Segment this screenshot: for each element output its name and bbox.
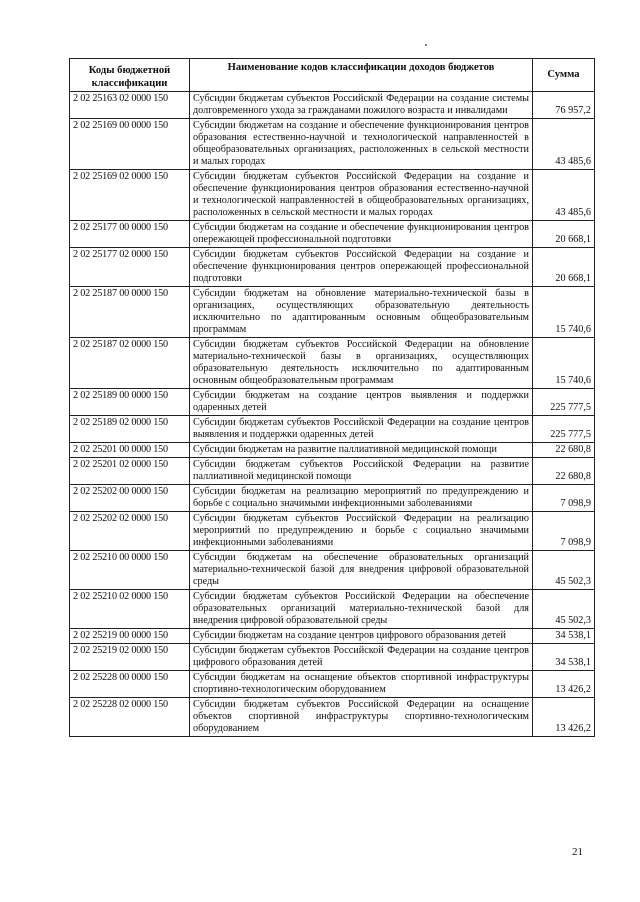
table-row xyxy=(70,590,595,629)
amount-cell: 7 098,9 xyxy=(533,512,595,551)
amount-cell: 20 668,1 xyxy=(533,248,595,287)
name-cell: Субсидии бюджетам на создание центров цифрового образования детей xyxy=(190,629,533,644)
name-cell: Субсидии бюджетам на создание центров выявления и поддержки одаренных детей xyxy=(190,389,533,416)
amount-cell: 43 485,6 xyxy=(533,170,595,221)
code-cell: 2 02 25210 02 0000 150 xyxy=(70,590,190,629)
code-cell: 2 02 25201 02 0000 150 xyxy=(70,458,190,485)
name-cell: Субсидии бюджетам на обеспечение образовательных организаций материально-технической базой для внедрения цифровой образовательной среды xyxy=(190,551,533,590)
amount-cell: 45 502,3 xyxy=(533,551,595,590)
amount-cell: 34 538,1 xyxy=(533,644,595,671)
amount-cell: 7 098,9 xyxy=(533,485,595,512)
table-row xyxy=(70,119,595,170)
table-row xyxy=(70,416,595,443)
amount-cell: 13 426,2 xyxy=(533,671,595,698)
name-cell: Субсидии бюджетам субъектов Российской Федерации на обеспечение образовательных организаций материально-технической базой для внедрения цифровой образовательной среды xyxy=(190,590,533,629)
amount-cell: 225 777,5 xyxy=(533,389,595,416)
table-row xyxy=(70,443,595,458)
name-cell: Субсидии бюджетам на оснащение объектов спортивной инфраструктуры спортивно-технологическим оборудованием xyxy=(190,671,533,698)
code-cell: 2 02 25169 02 0000 150 xyxy=(70,170,190,221)
budget-classification-table xyxy=(69,58,595,737)
scan-speck xyxy=(425,44,427,46)
amount-cell: 76 957,2 xyxy=(533,92,595,119)
table-row xyxy=(70,458,595,485)
code-cell: 2 02 25202 02 0000 150 xyxy=(70,512,190,551)
name-cell: Субсидии бюджетам субъектов Российской Федерации на оснащение объектов спортивной инфраструктуры спортивно-технологическим оборудованием xyxy=(190,698,533,737)
code-cell: 2 02 25177 00 0000 150 xyxy=(70,221,190,248)
table-row xyxy=(70,221,595,248)
code-cell: 2 02 25228 00 0000 150 xyxy=(70,671,190,698)
table-row xyxy=(70,389,595,416)
table-row xyxy=(70,338,595,389)
table-row xyxy=(70,248,595,287)
amount-cell: 13 426,2 xyxy=(533,698,595,737)
amount-cell: 20 668,1 xyxy=(533,221,595,248)
name-cell: Субсидии бюджетам на обновление материально-технической базы в организациях, осуществляющих образовательную деятельность исключительно по адаптированным основным общеобразовательным программам xyxy=(190,287,533,338)
table-row xyxy=(70,551,595,590)
table-row xyxy=(70,512,595,551)
name-cell: Субсидии бюджетам на реализацию мероприятий по предупреждению и борьбе с социально значимыми инфекционными заболеваниями xyxy=(190,485,533,512)
amount-cell: 45 502,3 xyxy=(533,590,595,629)
name-cell: Субсидии бюджетам на развитие паллиативной медицинской помощи xyxy=(190,443,533,458)
name-cell: Субсидии бюджетам субъектов Российской Федерации на создание системы долговременного ухода за гражданами пожилого возраста и инвалидами xyxy=(190,92,533,119)
header-amount: Сумма xyxy=(533,59,595,92)
amount-cell: 22 680,8 xyxy=(533,443,595,458)
code-cell: 2 02 25219 02 0000 150 xyxy=(70,644,190,671)
code-cell: 2 02 25228 02 0000 150 xyxy=(70,698,190,737)
page-number: 21 xyxy=(572,846,583,858)
table-row xyxy=(70,485,595,512)
table-row xyxy=(70,671,595,698)
code-cell: 2 02 25189 00 0000 150 xyxy=(70,389,190,416)
amount-cell: 15 740,6 xyxy=(533,338,595,389)
code-cell: 2 02 25169 00 0000 150 xyxy=(70,119,190,170)
name-cell: Субсидии бюджетам на создание и обеспечение функционирования центров образования естественно-научной и технологической направленностей в общеобразовательных организациях, расположенных в сельской местности и малых городах xyxy=(190,119,533,170)
code-cell: 2 02 25210 00 0000 150 xyxy=(70,551,190,590)
table-row xyxy=(70,170,595,221)
header-code: Коды бюджетной классификации xyxy=(70,59,190,92)
amount-cell: 22 680,8 xyxy=(533,458,595,485)
header-name: Наименование кодов классификации доходов бюджетов xyxy=(190,59,533,92)
table-row xyxy=(70,629,595,644)
code-cell: 2 02 25163 02 0000 150 xyxy=(70,92,190,119)
code-cell: 2 02 25187 02 0000 150 xyxy=(70,338,190,389)
table-row xyxy=(70,287,595,338)
code-cell: 2 02 25219 00 0000 150 xyxy=(70,629,190,644)
amount-cell: 34 538,1 xyxy=(533,629,595,644)
table-body xyxy=(70,92,595,737)
amount-cell: 43 485,6 xyxy=(533,119,595,170)
name-cell: Субсидии бюджетам субъектов Российской Федерации на создание и обеспечение функционирования центров образования естественно-научной и технологической направленностей в общеобразовательных организациях, расположенных в сельской местности и малых городах xyxy=(190,170,533,221)
name-cell: Субсидии бюджетам субъектов Российской Федерации на создание центров выявления и поддержки одаренных детей xyxy=(190,416,533,443)
table-row xyxy=(70,92,595,119)
name-cell: Субсидии бюджетам на создание и обеспечение функционирования центров опережающей профессиональной подготовки xyxy=(190,221,533,248)
code-cell: 2 02 25201 00 0000 150 xyxy=(70,443,190,458)
code-cell: 2 02 25187 00 0000 150 xyxy=(70,287,190,338)
name-cell: Субсидии бюджетам субъектов Российской Федерации на создание и обеспечение функционирования центров опережающей профессиональной подготовки xyxy=(190,248,533,287)
table-row xyxy=(70,644,595,671)
name-cell: Субсидии бюджетам субъектов Российской Федерации на развитие паллиативной медицинской помощи xyxy=(190,458,533,485)
table-header-row xyxy=(70,59,595,92)
table-row xyxy=(70,698,595,737)
name-cell: Субсидии бюджетам субъектов Российской Федерации на реализацию мероприятий по предупреждению и борьбе с социально значимыми инфекционными заболеваниями xyxy=(190,512,533,551)
amount-cell: 225 777,5 xyxy=(533,416,595,443)
code-cell: 2 02 25202 00 0000 150 xyxy=(70,485,190,512)
name-cell: Субсидии бюджетам субъектов Российской Федерации на создание центров цифрового образования детей xyxy=(190,644,533,671)
code-cell: 2 02 25177 02 0000 150 xyxy=(70,248,190,287)
amount-cell: 15 740,6 xyxy=(533,287,595,338)
code-cell: 2 02 25189 02 0000 150 xyxy=(70,416,190,443)
name-cell: Субсидии бюджетам субъектов Российской Федерации на обновление материально-технической базы в организациях, осуществляющих образовательную деятельность исключительно по адаптированным основным общеобразовательным программам xyxy=(190,338,533,389)
